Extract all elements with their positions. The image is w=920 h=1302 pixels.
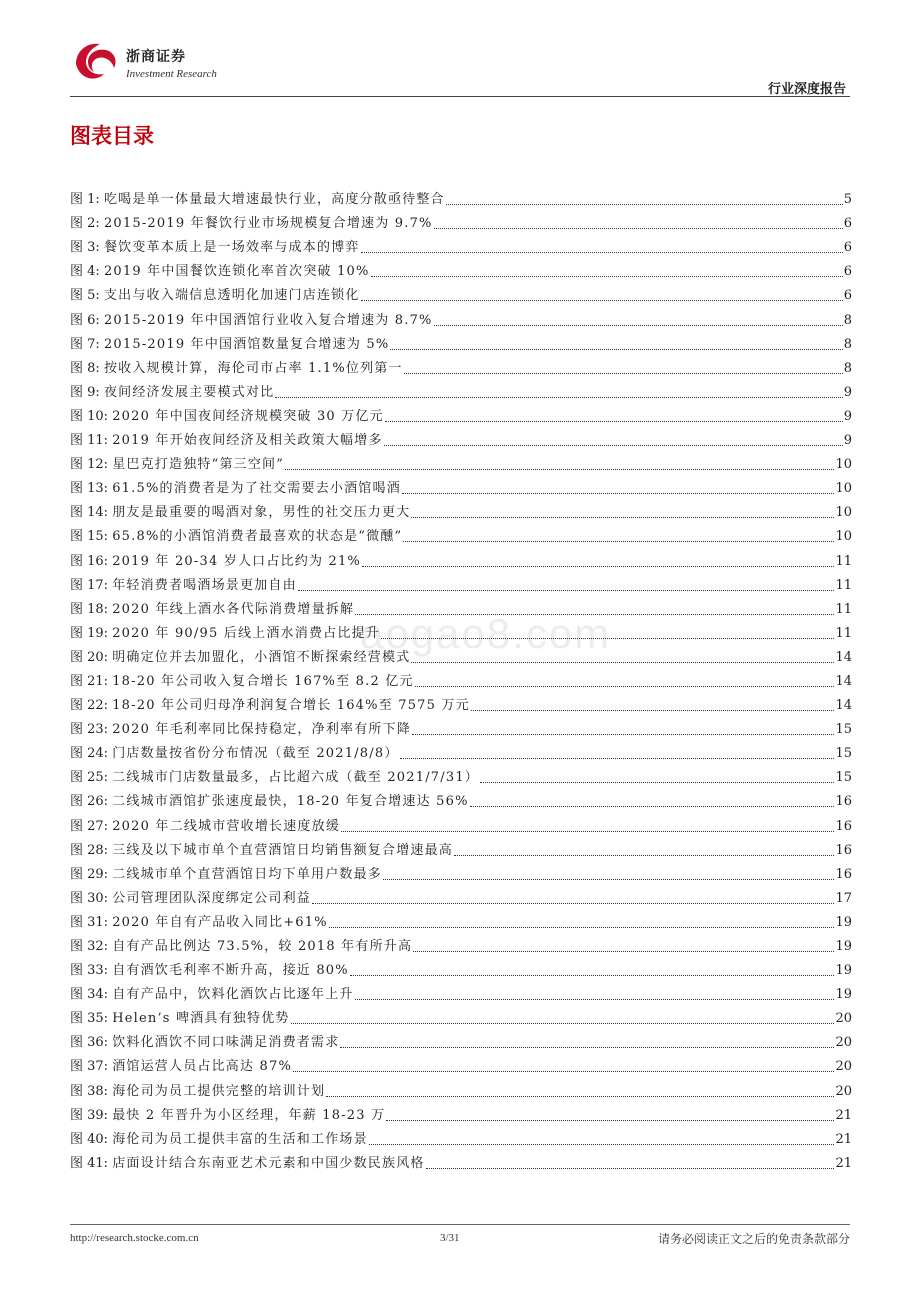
toc-figure-title: 2015-2019 年中国酒馆行业收入复合增速为 8.7% [103, 312, 433, 328]
toc-entry[interactable] [70, 208, 852, 232]
toc-figure-number: 图 32: [70, 939, 109, 954]
toc-leader-dots [385, 421, 843, 422]
toc-figure-title: 二线城市门店数量最多，占比超六成（截至 2021/7/31） [112, 770, 479, 786]
toc-entry[interactable] [70, 666, 852, 690]
footer-url-link[interactable]: http://research.stocke.com.cn [70, 1232, 199, 1244]
toc-leader-dots [355, 614, 834, 615]
toc-figure-number: 图 1: [70, 192, 100, 208]
toc-entry-label [70, 891, 311, 907]
toc-leader-dots [400, 758, 835, 759]
toc-leader-dots [340, 1047, 834, 1048]
toc-leader-dots [411, 662, 834, 663]
toc-entry-label [70, 1156, 425, 1172]
toc-entry[interactable] [70, 835, 852, 859]
toc-entry-label [70, 529, 402, 545]
toc-figure-number: 图 2: [70, 216, 100, 232]
toc-entry[interactable] [70, 955, 852, 979]
page-number: 3/31 [440, 1232, 460, 1244]
toc-figure-number: 图 18: [70, 601, 109, 617]
toc-entry-label [70, 1132, 368, 1148]
toc-figure-number: 图 22: [70, 698, 109, 714]
toc-figure-title: 18-20 年公司归母净利润复合增长 164%至 7575 万元 [112, 698, 470, 714]
toc-page-number: 8 [843, 312, 852, 328]
toc-entry-label [70, 963, 349, 979]
toc-leader-dots [454, 855, 834, 856]
toc-page-number: 10 [835, 457, 852, 473]
toc-figure-title: 星巴克打造独特“第三空间” [112, 457, 285, 473]
toc-page-number: 11 [835, 601, 852, 617]
toc-page-number: 11 [835, 577, 852, 593]
toc-entry[interactable] [70, 1075, 852, 1099]
toc-figure-number: 图 19: [70, 625, 109, 641]
toc-entry[interactable] [70, 618, 852, 642]
toc-figure-number: 图 25: [70, 770, 109, 786]
toc-entry[interactable] [70, 401, 852, 425]
toc-entry[interactable] [70, 642, 852, 666]
toc-figure-number: 图 12: [70, 457, 109, 473]
toc-figure-title: 最快 2 年晋升为小区经理，年薪 18-23 万 [112, 1107, 386, 1123]
page-header [0, 0, 920, 100]
toc-page-number: 20 [835, 1035, 852, 1051]
watermark: aogao8.com [360, 610, 612, 657]
toc-page-number: 20 [835, 1059, 852, 1075]
toc-page-number: 19 [835, 939, 852, 954]
toc-entry[interactable] [70, 1051, 852, 1075]
toc-page-number: 21 [835, 1107, 852, 1123]
toc-page-number: 16 [835, 842, 852, 858]
toc-entry-label [70, 1108, 385, 1124]
toc-page-number: 16 [835, 794, 852, 810]
toc-figure-title: 2020 年线上酒水各代际消费增量拆解 [112, 601, 355, 617]
toc-leader-dots [275, 397, 842, 398]
toc-leader-dots [415, 686, 835, 687]
toc-figure-number: 图 29: [70, 866, 109, 882]
toc-figure-number: 图 5: [70, 288, 100, 304]
toc-figure-number: 图 31: [70, 914, 109, 930]
toc-leader-dots [369, 1144, 835, 1145]
toc-leader-dots [471, 710, 835, 711]
toc-page-number: 9 [843, 408, 852, 424]
toc-leader-dots [386, 1120, 834, 1121]
toc-entry[interactable] [70, 907, 852, 931]
toc-page-number: 5 [843, 192, 852, 208]
toc-leader-dots [326, 1096, 834, 1097]
toc-leader-dots [470, 806, 835, 807]
toc-entry-label [70, 1011, 290, 1027]
toc-page-number: 8 [843, 360, 852, 376]
toc-entry[interactable] [70, 329, 852, 353]
toc-entry[interactable] [70, 714, 852, 738]
toc-figure-number: 图 15: [70, 529, 109, 545]
toc-entry-label [70, 722, 411, 738]
toc-entry-label [70, 819, 340, 835]
toc-figure-title: 夜间经济发展主要模式对比 [103, 384, 275, 400]
toc-figure-title: 2020 年自有产品收入同比+61% [112, 914, 328, 930]
toc-page-number: 21 [835, 1131, 852, 1147]
toc-entry[interactable] [70, 690, 852, 714]
toc-leader-dots [361, 300, 843, 301]
toc-figure-number: 图 7: [70, 336, 100, 352]
toc-figure-title: 店面设计结合东南亚艺术元素和中国少数民族风格 [112, 1155, 425, 1171]
toc-figure-title: 按收入规模计算，海伦司市占率 1.1%位列第一 [103, 360, 403, 376]
toc-entry-label [70, 313, 433, 329]
toc-page-number: 20 [835, 1083, 852, 1099]
toc-figure-number: 图 28: [70, 842, 109, 858]
toc-page-number: 21 [835, 1155, 852, 1171]
toc-figure-number: 图 35: [70, 1011, 109, 1027]
toc-entry[interactable] [70, 304, 852, 328]
toc-page-number: 15 [835, 722, 852, 738]
report-type-label: 行业深度报告 [767, 82, 846, 97]
toc-figure-number: 图 11: [70, 433, 109, 449]
toc-figure-title: Helen’s 啤酒具有独特优势 [112, 1011, 290, 1027]
toc-leader-dots [371, 276, 843, 277]
toc-leader-dots [298, 590, 835, 591]
toc-entry[interactable] [70, 497, 852, 521]
toc-entry[interactable] [70, 859, 852, 883]
toc-figure-title: 吃喝是单一体量最大增速最快行业，高度分散亟待整合 [103, 192, 445, 208]
toc-page-number: 6 [843, 216, 852, 232]
toc-entry-label [70, 915, 328, 931]
toc-page-number: 10 [835, 505, 852, 521]
toc-page-number: 14 [835, 698, 852, 714]
toc-figure-title: 2019 年开始夜间经济及相关政策大幅增多 [112, 433, 383, 449]
toc-entry[interactable] [70, 449, 852, 473]
toc-page-number: 6 [843, 240, 852, 256]
toc-page-number: 8 [843, 336, 852, 352]
toc-entry-label [70, 602, 354, 618]
toc-entry-label [70, 650, 410, 666]
toc-page-number: 15 [835, 746, 852, 762]
toc-entry[interactable] [70, 931, 852, 955]
toc-leader-dots [285, 469, 834, 470]
toc-page-number: 9 [843, 433, 852, 449]
toc-page-number: 10 [835, 529, 852, 545]
toc-entry[interactable] [70, 1027, 852, 1051]
toc-entry[interactable] [70, 1124, 852, 1148]
toc-entry-label [70, 337, 389, 353]
page-title: 图表目录 [70, 124, 154, 148]
toc-figure-number: 图 9: [70, 384, 100, 400]
toc-figure-title: 61.5%的消费者是为了社交需要去小酒馆喝酒 [112, 481, 401, 497]
toc-page-number: 16 [835, 866, 852, 882]
toc-page-number: 19 [835, 914, 852, 930]
toc-page-number: 6 [843, 264, 852, 280]
toc-entry[interactable] [70, 545, 852, 569]
toc-entry-label [70, 794, 469, 810]
toc-entry-label [70, 216, 433, 232]
toc-figure-title: 酒馆运营人员占比高达 87% [112, 1059, 293, 1075]
toc-leader-dots [434, 228, 843, 229]
toc-figure-title: 海伦司为员工提供丰富的生活和工作场景 [112, 1131, 368, 1147]
toc-figure-number: 图 17: [70, 577, 109, 593]
toc-leader-dots [402, 493, 835, 494]
toc-figure-title: 2020 年中国夜间经济规模突破 30 万亿元 [112, 408, 384, 424]
toc-figure-number: 图 3: [70, 240, 100, 256]
logo-emblem-icon [70, 40, 120, 84]
toc-leader-dots [426, 1168, 835, 1169]
toc-figure-title: 支出与收入端信息透明化加速门店连锁化 [103, 288, 360, 304]
toc-entry-label [70, 288, 360, 304]
toc-leader-dots [293, 1071, 834, 1072]
toc-figure-title: 饮料化酒饮不同口味满足消费者需求 [112, 1035, 340, 1051]
toc-entry-label [70, 361, 403, 377]
toc-figure-number: 图 8: [70, 360, 100, 376]
toc-leader-dots [434, 325, 843, 326]
toc-leader-dots [381, 638, 835, 639]
toc-entry-label [70, 939, 412, 955]
toc-entry[interactable] [70, 738, 852, 762]
toc-figure-number: 图 26: [70, 794, 109, 810]
toc-entry[interactable] [70, 184, 852, 208]
toc-entry-label [70, 481, 401, 497]
footer-divider [70, 1224, 850, 1225]
toc-page-number: 10 [835, 481, 852, 497]
toc-entry[interactable] [70, 280, 852, 304]
toc-leader-dots [446, 204, 843, 205]
toc-entry[interactable] [70, 883, 852, 907]
toc-leader-dots [355, 999, 835, 1000]
toc-page-number: 6 [843, 288, 852, 304]
toc-leader-dots [291, 1023, 835, 1024]
toc-figure-number: 图 4: [70, 264, 100, 280]
toc-entry-label [70, 626, 380, 642]
toc-figure-title: 公司管理团队深度绑定公司利益 [112, 890, 312, 906]
toc-figure-number: 图 38: [70, 1083, 109, 1099]
toc-entry-label [70, 770, 479, 786]
toc-entry[interactable] [70, 1148, 852, 1172]
toc-leader-dots [341, 831, 834, 832]
toc-figure-title: 餐饮变革本质上是一场效率与成本的博弈 [103, 240, 360, 256]
toc-figure-title: 自有产品比例达 73.5%，较 2018 年有所升高 [112, 939, 413, 954]
toc-entry[interactable] [70, 256, 852, 280]
toc-figure-title: 自有产品中，饮料化酒饮占比逐年上升 [112, 987, 354, 1003]
toc-entry-label [70, 987, 354, 1003]
toc-figure-number: 图 16: [70, 553, 109, 569]
toc-entry-label [70, 385, 274, 401]
toc-leader-dots [361, 252, 843, 253]
toc-entry-label [70, 264, 370, 280]
toc-figure-title: 2020 年 90/95 后线上酒水消费占比提升 [112, 625, 380, 641]
toc-figure-number: 图 40: [70, 1131, 109, 1147]
toc-entry[interactable] [70, 810, 852, 834]
toc-entry[interactable] [70, 1100, 852, 1124]
toc-figure-number: 图 39: [70, 1107, 109, 1123]
toc-entry[interactable] [70, 353, 852, 377]
toc-page-number: 14 [835, 673, 852, 689]
toc-figure-number: 图 10: [70, 408, 109, 424]
toc-figure-number: 图 27: [70, 818, 109, 834]
toc-page-number: 20 [835, 1011, 852, 1027]
toc-figure-title: 朋友是最重要的喝酒对象，男性的社交压力更大 [112, 505, 411, 521]
toc-entry[interactable] [70, 786, 852, 810]
toc-entry[interactable] [70, 473, 852, 497]
toc-figure-number: 图 13: [70, 481, 109, 497]
toc-page-number: 19 [835, 987, 852, 1003]
toc-leader-dots [480, 782, 834, 783]
toc-entry[interactable] [70, 521, 852, 545]
toc-entry[interactable] [70, 377, 852, 401]
toc-page-number: 16 [835, 818, 852, 834]
toc-entry-label [70, 433, 383, 449]
toc-entry-label [70, 240, 360, 256]
toc-page-number: 14 [835, 649, 852, 665]
toc-page-number: 15 [835, 770, 852, 786]
toc-figure-number: 图 34: [70, 987, 109, 1003]
toc-entry[interactable] [70, 979, 852, 1003]
toc-figure-title: 2020 年二线城市营收增长速度放缓 [112, 818, 341, 834]
toc-figure-number: 图 21: [70, 673, 109, 689]
toc-figure-title: 2020 年毛利率同比保持稳定，净利率有所下降 [112, 722, 412, 738]
toc-leader-dots [411, 517, 834, 518]
disclaimer-note: 请务必阅读正文之后的免责条款部分 [657, 1232, 850, 1246]
toc-entry-label [70, 843, 453, 859]
toc-page-number: 9 [843, 384, 852, 400]
logo-english-name: Investment Research [126, 68, 217, 80]
table-of-figures [70, 184, 852, 1172]
toc-entry-label [70, 1035, 339, 1051]
toc-leader-dots [413, 951, 834, 952]
toc-entry-label [70, 746, 399, 762]
toc-page-number: 11 [835, 625, 852, 641]
toc-figure-title: 65.8%的小酒馆消费者最喜欢的状态是“微醺” [112, 529, 403, 545]
toc-figure-title: 18-20 年公司收入复合增长 167%至 8.2 亿元 [112, 673, 414, 689]
toc-entry[interactable] [70, 570, 852, 594]
toc-figure-title: 年轻消费者喝酒场景更加自由 [112, 577, 297, 593]
toc-entry-label [70, 867, 382, 883]
toc-entry-label [70, 192, 445, 208]
header-divider [70, 96, 850, 97]
toc-leader-dots [383, 879, 834, 880]
toc-figure-number: 图 14: [70, 505, 109, 521]
toc-figure-number: 图 24: [70, 746, 109, 762]
toc-figure-number: 图 20: [70, 649, 109, 665]
toc-entry-label [70, 578, 297, 594]
toc-figure-number: 图 6: [70, 312, 100, 328]
toc-entry[interactable] [70, 762, 852, 786]
toc-page-number: 11 [835, 553, 852, 569]
toc-entry-label [70, 1084, 325, 1100]
toc-leader-dots [350, 975, 835, 976]
toc-figure-title: 二线城市单个直营酒馆日均下单用户数最多 [112, 866, 383, 882]
toc-figure-title: 明确定位并去加盟化，小酒馆不断探索经营模式 [112, 649, 411, 665]
toc-entry-label [70, 505, 410, 521]
toc-entry-label [70, 554, 361, 570]
toc-figure-number: 图 37: [70, 1059, 109, 1075]
toc-leader-dots [403, 541, 834, 542]
toc-leader-dots [384, 445, 843, 446]
toc-figure-title: 2019 年 20-34 岁人口占比约为 21% [112, 553, 361, 569]
toc-figure-number: 图 33: [70, 963, 109, 979]
toc-entry[interactable] [70, 232, 852, 256]
toc-leader-dots [412, 734, 834, 735]
toc-entry[interactable] [70, 425, 852, 449]
toc-entry-label [70, 698, 470, 714]
toc-page-number: 17 [835, 890, 852, 906]
toc-figure-title: 自有酒饮毛利率不断升高，接近 80% [112, 963, 349, 979]
toc-entry-label [70, 674, 414, 690]
toc-entry-label [70, 409, 384, 425]
toc-figure-title: 2015-2019 年餐饮行业市场规模复合增速为 9.7% [103, 216, 433, 232]
toc-entry-label [70, 1059, 292, 1075]
toc-entry[interactable] [70, 594, 852, 618]
toc-figure-title: 门店数量按省份分布情况（截至 2021/8/8） [112, 746, 399, 762]
toc-entry-label [70, 457, 284, 473]
toc-leader-dots [390, 349, 842, 350]
toc-entry[interactable] [70, 1003, 852, 1027]
toc-figure-title: 2019 年中国餐饮连锁化率首次突破 10% [103, 264, 370, 280]
toc-figure-title: 三线及以下城市单个直营酒馆日均销售额复合增速最高 [112, 842, 454, 858]
toc-figure-number: 图 23: [70, 722, 109, 738]
toc-leader-dots [329, 927, 835, 928]
toc-figure-number: 图 41: [70, 1155, 109, 1171]
toc-leader-dots [312, 903, 834, 904]
toc-figure-title: 海伦司为员工提供完整的培训计划 [112, 1083, 326, 1099]
toc-figure-title: 2015-2019 年中国酒馆数量复合增速为 5% [103, 336, 390, 352]
toc-figure-number: 图 30: [70, 890, 109, 906]
toc-figure-title: 二线城市酒馆扩张速度最快，18-20 年复合增速达 56% [112, 794, 469, 810]
toc-figure-number: 图 36: [70, 1035, 109, 1051]
toc-leader-dots [362, 566, 834, 567]
company-logo [70, 40, 220, 90]
toc-leader-dots [404, 373, 843, 374]
logo-chinese-name: 浙商证券 [126, 49, 186, 65]
toc-page-number: 19 [835, 963, 852, 979]
